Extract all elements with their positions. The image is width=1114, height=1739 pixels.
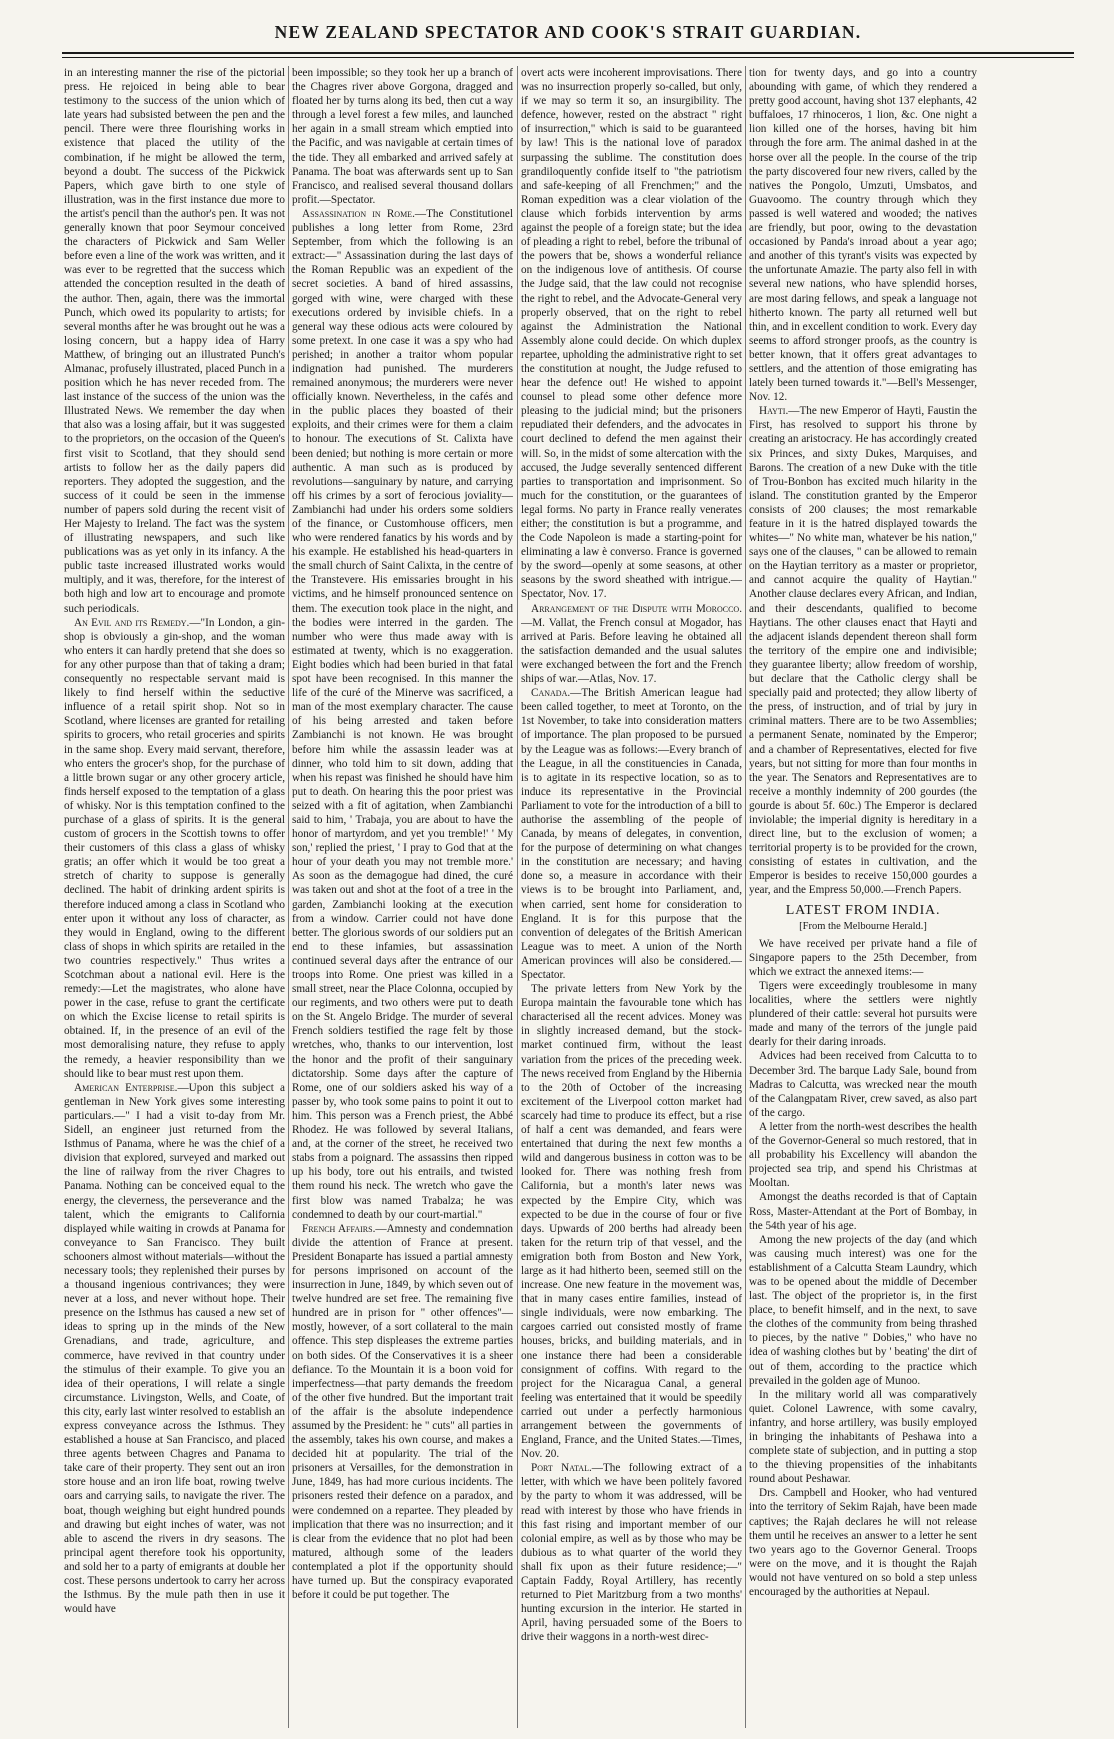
article-paragraph — [521, 1461, 742, 1644]
article-paragraph — [521, 686, 742, 982]
section-heading-india: LATEST FROM INDIA. — [785, 902, 941, 918]
article-text: Advices had been received from Calcutta to to December 3rd. The barque Lady Sale, bound from Madras to Calcutta, was wrecked near the mouth of the Calangpatam River, crew saved, as also part of the cargo. — [749, 1050, 977, 1119]
article-text: Drs. Campbell and Hooker, who had ventured into the territory of Sekim Rajah, have been made captives; the Rajah declares he will not release them until he receives an answer to a letter he sent two years ago to the Governor General. Troops were on the move, and it is thought the Rajah would not have ventured on so bold a step unless encouraged by the authorities at Nepaul. — [749, 1487, 977, 1599]
article-paragraph — [521, 982, 742, 1461]
article-text: Amongst the deaths recorded is that of Captain Ross, Master-Attendant at the Port of Bombay, in the 54th year of his age. — [749, 1191, 977, 1232]
article-text: —Upon this subject a gentleman in New York gives some interesting particulars.—" I had a visit to-day from Mr. Sidell, an engineer just returned from the Isthmus of Panama, where he was the chief of a division that explored, surveyed and marked out the line of railway from the river Chagres to Panama. Nothing can be conceived equal to the energy, the cleverness, the perseverance and the talent, which the emigrants to California displayed while waiting in crowds at Panama for conveyance to San Francisco. They built schooners almost without materials—without the necessary tools; they replenished their purses by a thousand ingenious contrivances; they were never at a loss, and never without hope. Their presence on the Isthmus has caused a new set of ideas to spring up in the minds of the New Grenadians, and trade, agriculture, and commerce, have revived in that country under the stimulus of their example. To give you an idea of their operations, I will relate a single circumstance. Livingston, Wells, and Coate, of this city, early last winter resolved to establish an express conveyance across the Isthmus. They established a house at San Francisco, and placed three agents between Chagres and Panama to take care of their property. They sent out an iron store house and an iron life boat, rowing twelve oars and carrying sails, to navigate the river. The boat, though weighing but eight hundred pounds and drawing but eight inches of water, was not able to ascend the rivers in dry seasons. The principal agent therefore took his opportunity, and sold her to a party of emigrants at double her cost. These persons undertook to carry her across the Isthmus. By the mule path then in use it would have — [64, 1081, 285, 1616]
article-text: —The Constitutionel publishes a long letter from Rome, 23rd September, from which the following is an extract:—" Assassination during the last days of the Roman Republic was an expedient of the secret societies. A band of hired assassins, gorged with wine, were charged with these executions ordered by invisible chiefs. In a general way these odious acts were coloured by some pretext. In one case it was a spy who had perished; in another a traitor whom popular indignation had punished. The murderers remained anonymous; the murderers were never officially known. Nevertheless, in the cafés and in the public places they boasted of their exploits, and their crimes were for them a claim to honour. The executions of St. Calixta have been denied; but nothing is more certain or more authentic. A man such as is produced by revolutions—sanguinary by nature, and carrying off his crimes by a sort of ferocious joviality—Zambianchi had under his orders some soldiers of the finance, or Customhouse officers, men who were rendered fanatics by his words and by his example. He established his head-quarters in the small church of Saint Calixta, in the centre of the Transtevere. His emissaries brought in his victims, and he himself pronounced sentence on them. The execution took place in the night, and the bodies were interred in the garden. The number who were thus made away with is estimated at twenty, which is no exaggeration. Eight bodies which had been buried in that fatal spot have been recognised. In this manner the life of the curé of the Minerve was sacrificed, a man of the most exemplary character. The cause of his being arrested and taken before Zambianchi is not known. He was brought before him while the assassin leader was at dinner, who told him to sit down, adding that when his repast was finished he should have him put to death. On hearing this the poor priest was seized with a fit of agitation, when Zambianchi said to him, ' Trabaja, you are about to have the honor of martyrdom, and yet you tremble!' ' My son,' replied the priest, ' I pray to God that at the hour of your death you may not tremble more.' As soon as the demagogue had dined, the curé was taken out and shot at the foot of a tree in the garden, Zambianchi looking at the execution from a window. Carrier could not have done better. The glorious swords of our soldiers put an end to these infamies, but assassination continued several days after the entrance of our troops into Rome. One priest was killed in a small street, near the Place Colonna, occupied by our regiments, and two others were put to death on the St. Angelo Bridge. The murder of several French soldiers testified the rage felt by those wretches, who, thanks to our intervention, lost the honor and the profit of their sanguinary dictatorship. Some days after the capture of Rome, one of our soldiers asked his way of a passer by, who took some pains to point it out to him. This person was a French priest, the Abbé Rhodez. He was followed by several Italians, and, at the corner of the street, he received two stabs from a poignard. The assassins then ripped up his body, tore out his entrails, and twisted them round his neck. The wretch who gave the first blow was named Trabalza; he was condemned to death by our court-martial." — [292, 207, 513, 1221]
article-heading: Hayti. — [759, 405, 789, 418]
article-paragraph — [749, 979, 977, 1049]
article-paragraph — [749, 1120, 977, 1190]
masthead-rule — [62, 52, 1074, 54]
article-paragraph — [64, 1081, 285, 1617]
article-text: In the military world all was comparatively quiet. Colonel Lawrence, with some cavalry, infantry, and horse artillery, was busily employed in bringing the inhabitants of Peshawa into a complete state of subjection, and in putting a stop to the thieving propensities of the inhabitants round about Peshawar. — [749, 1388, 977, 1486]
article-text: —The British American league had been called together, to meet at Toronto, on the 1st November, to take into consideration matters of importance. The plan proposed to be pursued by the League was as follows:—Every branch of the League, in all the constituencies in Canada, is to agitate in its respective location, so as to induce its representative in the Provincial Parliament to vote for the introduction of a bill to authorise the assembling of the people of Canada, by means of delegates, in convention, for the purpose of determining on what changes in the constitution are necessary; and having done so, a measure in accordance with their views is to be brought into Parliament, and, when carried, sent home for consideration to England. It is for this purpose that the convention of delegates of the British American League was to meet. A union of the North American provinces will also be considered.—Spectator. — [521, 687, 742, 981]
article-paragraph — [749, 1486, 977, 1599]
article-text: tion for twenty days, and go into a country abounding with game, of which they rendered a pretty good account, having shot 137 elephants, 42 buffaloes, 17 rhinoceros, 1 lion, &c. One night a lion killed one of the horses, having bit him through the fore arm. The animal dashed in at the horse over all the people. In the course of the trip the party discovered four new rivers, called by the natives the Pongolo, Umzuti, Umsbatos, and Guavoomo. The country through which they passed is well watered and wooded; the natives are friendly, but poor, owing to the devastation occasioned by Panda's inroad about a year ago; and another of this tyrant's visits was expected by the unfortunate Amazie. The party also fell in with several new nations, who have splendid horses, are most daring fellows, and speak a language not hitherto known. The party all returned well but thin, and in excellent condition to work. Every day seems to afford stronger proofs, as the country is better known, that it offers great advantages to settlers, and the attention of those emigrating has lately been turned towards it."—Bell's Messenger, Nov. 12. — [749, 67, 977, 404]
article-text: —The following extract of a letter, with which we have been politely favored by the party to whom it was addressed, will be read with interest by those who have friends in this fast rising and important member of our colonial empire, as well as by those who may be dubious as to what quarter of the world they shall fix upon as their future residence;—" Captain Faddy, Royal Artillery, has recently returned to Piet Maritzburg from a two months' hunting excursion in the interior. He started in April, having persuaded some of the Boers to drive their waggons in a north-west direc- — [521, 1462, 742, 1644]
column-divider — [288, 66, 289, 1728]
column-4-bottom — [749, 937, 977, 1599]
article-text: The private letters from New York by the Europa maintain the favourable tone which has characterised all the recent advices. Money was in slightly increased demand, but the stock-market continued firm, without the least variation from the prices of the preceding week. The news received from England by the Hibernia to the 20th of October of the increasing excitement of the Liverpool cotton market had scarcely had time to produce its effect, but a rise of half a cent was demanded, and fears were entertained that during the next few months a wild and dangerous business in cotton was to be looked for. There was nothing fresh from California, but a month's later news was expected by the Empire City, which was expected to be due in the course of four or five days. Upwards of 200 berths had already been taken for the return trip of that vessel, and the emigration both from Boston and New York, large as it had hitherto been, seemed still on the increase. One new feature in the movement was, that in many cases entire families, instead of single individuals, were now embarking. The cargoes carried out consisted mostly of frame houses, bricks, and building materials, and in one instance there had been a considerable consignment of coffins. With regard to the project for the Nicaragua Canal, a general feeling was entertained that it would be speedily carried out under a perfectly harmonious arrangement between the governments of England, France, and the United States.—Times, Nov. 20. — [521, 983, 742, 1461]
article-paragraph — [292, 66, 513, 207]
article-heading: Port Natal. — [531, 1462, 592, 1475]
article-paragraph — [749, 1190, 977, 1232]
article-paragraph — [292, 1222, 513, 1603]
article-paragraph — [749, 1388, 977, 1487]
article-heading: French Affairs. — [302, 1222, 376, 1235]
column-3 — [521, 66, 742, 1728]
column-divider — [517, 66, 518, 1728]
article-paragraph — [64, 66, 285, 616]
article-paragraph — [521, 602, 742, 687]
article-paragraph — [749, 404, 977, 897]
column-4-top — [749, 66, 977, 898]
article-text: overt acts were incoherent improvisations. There was no insurrection properly so-called, but only, if we may so term it so, an insurgibility. The defence, however, rested on the abstract " right of insurrection," which is said to be guaranteed by law! This is the national love of paradox surpassing the sublime. The constitution does grandiloquently confide itself to "the patriotism and safe-keeping of all Frenchmen;" and the Roman expedition was a clear violation of the clause which forbids intervention by arms against the people of a foreign state; but the idea of pleading a right to rebel, before the tribunal of the powers that be, shows a wonderful reliance on the indigenous love of antithesis. Of course the Judge said, that the law could not recognise the right to rebel, and the Advocate-General very properly observed, that on the right to rebel against the Administration the National Assembly alone could decide. On which duplex repartee, upholding the administrative right to set the constitution at nought, the Judge refused to hear the defence out! He wished to appoint counsel to plead some other defence more pleasing to the judicial mind; but the prisoners repudiated their defenders, and the advocates in court declined to defend the men against their will. So, in the midst of some altercation with the accused, the Judge severally sentenced different parties to transportation and imprisonment. So much for the constitution, or the guarantees of legal forms. No party in France really venerates either; the constitution is but a programme, and the Code Napoleon is made a starting-point for eliminating a law è converso. France is governed by the sword—openly at some seasons, at other seasons by the sword sheathed with intrigue.—Spectator, Nov. 17. — [521, 67, 742, 601]
article-heading: Assassination in Rome. — [302, 207, 415, 220]
article-heading: An Evil and its Remedy. — [74, 616, 190, 629]
article-paragraph — [521, 66, 742, 602]
article-paragraph — [749, 66, 977, 404]
article-text: been impossible; so they took her up a branch of the Chagres river above Gorgona, dragged and floated her by turns along its bed, then cut a way through a level forest a few miles, and launched her again in a small stream which emptied into the Pacific, and was navigable at certain times of the tide. They all embarked and arrived safely at Panama. The boat was afterwards sent up to San Francisco, and realised several thousand dollars profit.—Spectator. — [292, 67, 513, 206]
article-paragraph — [749, 937, 977, 979]
column-1 — [64, 66, 285, 1728]
article-paragraph — [292, 207, 513, 1222]
article-text: —M. Vallat, the French consul at Mogador, has arrived at Paris. Before leaving he obtained all the satisfaction demanded and the usual salutes were exchanged between the fort and the French ships of war.—Atlas, Nov. 17. — [521, 616, 742, 686]
column-4 — [749, 66, 977, 1728]
column-2 — [292, 66, 513, 1728]
column-divider — [745, 66, 746, 1728]
article-text: —Amnesty and condemnation divide the attention of France at present. President Bonaparte has issued a partial amnesty for persons imprisoned on account of the insurrection in June, 1849, by which seven out of twelve hundred are set free. The remaining five hundred are in prison for " other offences"—mostly, however, of a sort collateral to the main offence. This step displeases the extreme parties on both sides. Of the Conservatives it is a sheer defiance. To the Mountain it is a boon void for imperfectness—that party demands the freedom of the other five hundred. But the important trait of the affair is the absolute independence assumed by the President: he " cuts" all parties in the assembly, takes his own course, and makes a decided hit at popularity. The trial of the prisoners at Versailles, for the demonstration in June, 1849, has had more curious incidents. The prisoners rested their defence on a paradox, and were condemned on a repartee. They pleaded by implication that there was no insurrection; and it is clear from the evidence that no plot had been matured, although some of the leaders contemplated a plot if the opportunity should have turned up. But the conspiracy evaporated before it could be put together. The — [292, 1222, 513, 1602]
article-text: We have received per private hand a file of Singapore papers to the 25th December, from which we extract the annexed items:— — [749, 937, 977, 978]
article-heading: Canada. — [531, 687, 571, 700]
section-source-india: [From the Melbourne Herald.] — [799, 920, 927, 932]
article-text: —The new Emperor of Hayti, Faustin the First, has resolved to support his throne by creating an aristocracy. He has accordingly created six Princes, and sixty Dukes, Marquises, and Barons. The creation of a new Duke with the title of Trou-Bonbon has excited much hilarity in the island. The constitution granted by the Emperor consists of 200 clauses; the most remarkable feature in it is the hatred displayed towards the whites—" No white man, whatever be his nation," says one of the clauses, " can be allowed to remain on the Haytian territory as a master or proprietor, and cannot acquire the quality of Haytian." Another clause declares every African, and Indian, and their descendants, qualified to become Haytians. The other clauses enact that Hayti and the adjacent islands dependent thereon shall form the territory of the empire one and indivisible; they guarantee liberty; allow freedom of worship, but declare that the Catholic clergy shall be specially paid and protected; they allow liberty of the press, of instruction, and of trial by jury in criminal matters. There are to be two Assemblies; a permanent Senate, nominated by the Emperor; and a chamber of Representatives, elected for five years, but not sitting for more than four months in the year. The Senators and Representatives are to receive a monthly indemnity of 200 gourdes (the gourde is about 5f. 60c.) The Emperor is declared inviolable; the imperial dignity is hereditary in a direct line, but to the exclusion of women; a territorial property is to be provided for the crown, consisting of estates in cultivation, and the Emperor is besides to receive 150,000 gourdes a year, and the Empress 50,000.—French Papers. — [749, 405, 977, 897]
article-text: in an interesting manner the rise of the pictorial press. He rejoiced in being able to bear testimony to the success of the union which of late years had subsisted between the pen and the pencil. There were three flourishing works in existence that placed the utility of the combination, if he might be allowed the term, beyond a doubt. The success of the Pickwick Papers, which gave birth to one style of illustration, was in the first instance due more to the artist's pencil than the author's pen. It was not generally known that poor Seymour conceived the characters of Pickwick and Sam Weller before even a line of the work was written, and it was ever to be regretted that the success which attended the conception resulted in the death of the author. Then, again, there was the immortal Punch, which owed its popularity to artists; for several months after he was brought out he was a losing concern, but a happy idea of Harry Matthew, of bringing out an illustrated Punch's Almanac, profusely illustrated, placed Punch in a position which he has never receded from. The last instance of the success of the union was the Illustrated News. We remember the day when that also was a losing affair, but it was suggested to the proprietors, on the occasion of the Queen's first visit to Scotland, that they should send artists to follow her as the daily papers did reporters. They adopted the suggestion, and the success of it could be seen in the immense number of papers sold during the recent visit of Her Majesty to Ireland. The fact was the system of illustrating newspapers, and such like publications was as yet only in its infancy. A the public taste increased illustrated works would multiply, and it was, therefore, for the interest of both high and low art to encourage and promote such periodicals. — [64, 67, 285, 615]
article-text: Among the new projects of the day (and which was causing much interest) was one for the establishment of a Calcutta Steam Laundry, which was to be opened about the middle of December last. The object of the proprietor is, in the first place, to benefit himself, and in the next, to save the clothes of the community from being thrashed to pieces, by the native " Dobies," who have no idea of washing clothes but by ' beating' the dirt of out of them, according to the practice which prevailed in the golden age of Munoo. — [749, 1233, 977, 1387]
article-text: A letter from the north-west describes the health of the Governor-General so much restored, that in all probability his Excellency will abandon the projected sea trip, and spend his Christmas at Mooltan. — [749, 1120, 977, 1190]
article-paragraph — [749, 1233, 977, 1388]
article-text: —"In London, a gin-shop is obviously a gin-shop, and the woman who enters it can hardly pretend that she does so for any other purpose than that of taking a dram; consequently no respectable servant maid is likely to find herself within the seductive influence of a retail spirit shop. Not so in Scotland, where licenses are granted for retailing spirits to grocers, who retail groceries and spirits in the same shop. Every maid servant, therefore, who enters the grocer's shop, for the purchase of a little brown sugar or any other grocery article, finds herself exposed to the temptation of a glass of whisky. Nor is this temptation confined to the purchase of a glass of spirits. It is the general custom of grocers in the Scottish towns to offer their customers of this class a glass of whisky gratis; an offer which it would be too great a stretch of charity to suppose is generally declined. The habit of drinking ardent spirits is therefore induced among a class in Scotland who enter upon it without any loss of character, as they would in England, owing to the different class of shops in which spirits are retailed in the two countries respectively." Thus writes a Scotchman about a national evil. Here is the remedy:—Let the magistrates, who alone have power in the case, refuse to grant the certificate on which the Excise license to retail spirits is obtained. If, in the presence of an evil of the most demoralising nature, they refuse to apply the remedy, a heavier responsibility than we should like to bear must rest upon them. — [64, 616, 285, 1080]
masthead: NEW ZEALAND SPECTATOR AND COOK'S STRAIT GUARDIAN. — [274, 22, 862, 42]
article-paragraph — [64, 616, 285, 1081]
article-paragraph — [749, 1049, 977, 1119]
article-heading: Arrangement of the Dispute with Morocco. — [531, 602, 742, 615]
article-text: Tigers were exceedingly troublesome in many localities, where the settlers were nightly plundered of their cattle: several hot pursuits were made and many of the terrors of the jungle paid dearly for their daring inroads. — [749, 980, 977, 1049]
article-heading: American Enterprise. — [74, 1081, 178, 1094]
masthead-rule-thin — [62, 57, 1074, 58]
